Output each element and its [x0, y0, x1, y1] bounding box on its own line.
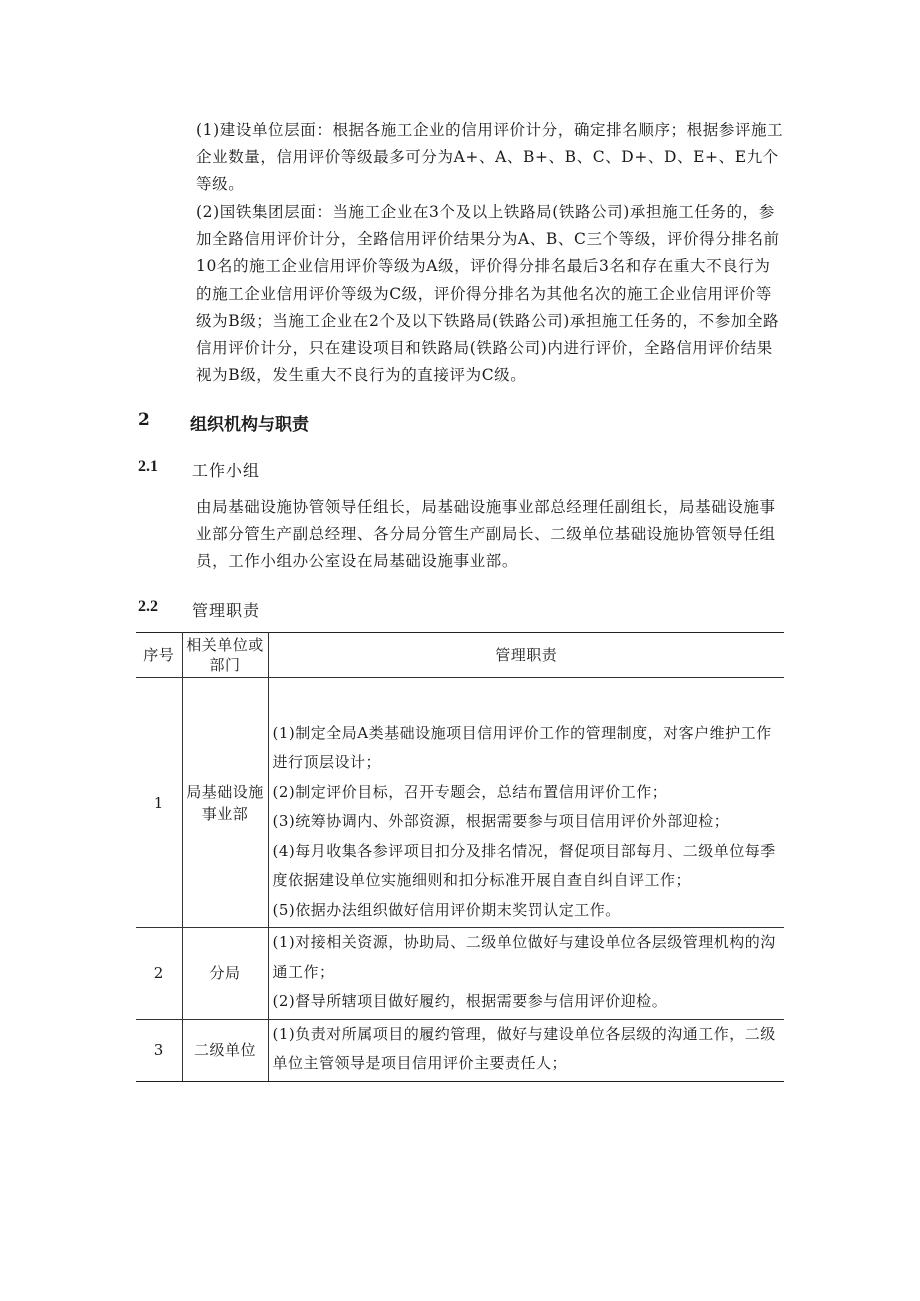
header-duty: 管理职责 [268, 633, 784, 678]
row-unit: 分局 [182, 928, 268, 1020]
row-unit: 局基础设施事业部 [182, 678, 268, 928]
header-seq: 序号 [136, 633, 182, 678]
section-title: 管理职责 [192, 601, 261, 620]
section-title: 工作小组 [192, 461, 261, 480]
section-number: 2 [138, 410, 150, 430]
row-unit: 二级单位 [182, 1019, 268, 1081]
table-row [136, 678, 784, 928]
paragraph-group-level: (2)国铁集团层面：当施工企业在3个及以上铁路局(铁路公司)承担施工任务的，参加全路信用评价计分，全路信用评价结果分为A、B、C三个等级，评价得分排名前10名的施工企业信用评价等级为A级，评价得分排名最后3名和存在重大不良行为的施工企业信用评价等级为C级，评价得分排名为其他名次的施工企业信用评价等级为B级；当施工企业在2个及以下铁路局(铁路公司)承担施工任务的，不参加全路信用评价计分，只在建设项目和铁路局(铁路公司)内进行评价，全路信用评价结果视为B级，发生重大不良行为的直接评为C级。 [196, 203, 780, 385]
paragraph-work-group: 由局基础设施协管领导任组长，局基础设施事业部总经理任副组长，局基础设施事业部分管生产副总经理、各分局分管生产副局长、二级单位基础设施协管领导任组员，工作小组办公室设在局基础设施事业部。 [196, 498, 776, 571]
section-number: 2.2 [138, 598, 158, 615]
duty-item: (1)对接相关资源，协助局、二级单位做好与建设单位各层级管理机构的沟通工作； [272, 933, 776, 981]
table-row [136, 1019, 784, 1081]
paragraph-construction-unit-level: (1)建设单位层面：根据各施工企业的信用评价计分，确定排名顺序；根据参评施工企业数量，信用评价等级最多可分为A+、A、B+、B、C、D+、D、E+、E九个等级。 [196, 121, 784, 194]
duty-item: (1)负责对所属项目的履约管理，做好与建设单位各层级的沟通工作，二级单位主管领导是项目信用评价主要责任人； [272, 1024, 776, 1072]
duty-item: (2)制定评价目标，召开专题会，总结布置信用评价工作； [272, 782, 668, 801]
section-number: 2.1 [138, 458, 158, 475]
duty-item: (2)督导所辖项目做好履约，根据需要参与信用评价迎检。 [272, 992, 668, 1010]
row-seq: 3 [136, 1019, 182, 1081]
duty-item: (5)依据办法组织做好信用评价期末奖罚认定工作。 [272, 900, 621, 919]
duty-table [136, 632, 784, 1082]
duty-item: (4)每月收集各参评项目扣分及排名情况，督促项目部每月、二级单位每季度依据建设单位实施细则和扣分标准开展自查自纠自评工作； [272, 841, 776, 889]
header-unit: 相关单位或部门 [182, 633, 268, 678]
table-header-row [136, 633, 784, 678]
duty-item: (3)统筹协调内、外部资源，根据需要参与项目信用评价外部迎检； [272, 812, 730, 830]
duty-item: (1)制定全局A类基础设施项目信用评价工作的管理制度，对客户维护工作进行顶层设计； [272, 723, 772, 771]
table-row [136, 928, 784, 1020]
row-duties [268, 678, 784, 928]
section-title: 组织机构与职责 [190, 415, 309, 435]
row-duties [268, 928, 784, 1020]
row-seq: 2 [136, 928, 182, 1020]
row-duties [268, 1019, 784, 1081]
row-seq: 1 [136, 678, 182, 928]
